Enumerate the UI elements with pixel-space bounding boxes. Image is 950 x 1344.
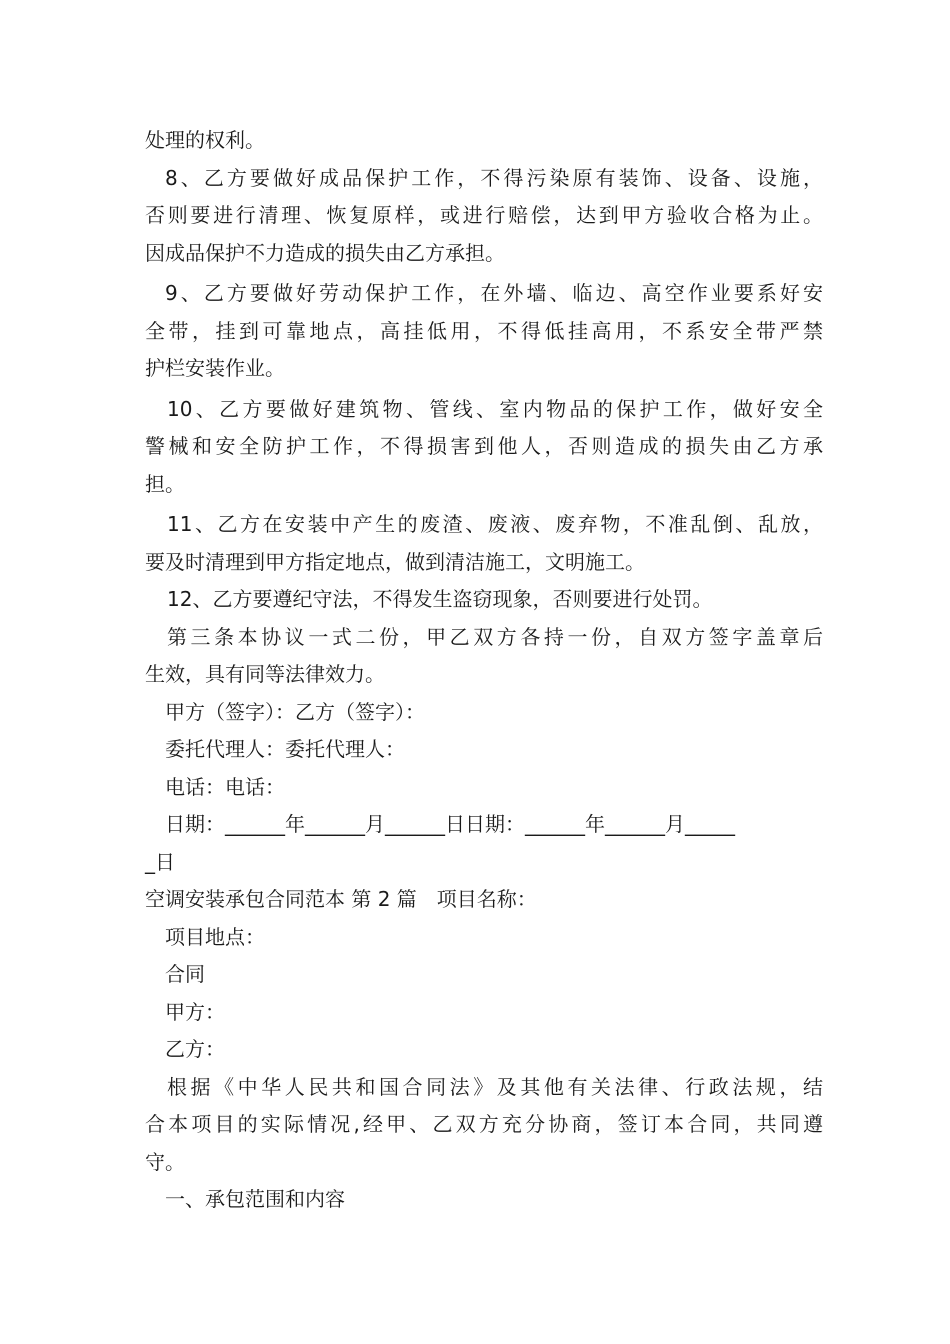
- clause-12-line: 12、乙方要遵纪守法，不得发生盗窃现象，否则要进行处罚。: [167, 587, 713, 611]
- date-line: 日期：______年______月______日日期：______年______月_____: [165, 812, 735, 836]
- clause-9-line-2: 全带，挂到可靠地点，高挂低用，不得低挂高用，不系安全带严禁: [145, 318, 823, 343]
- party-a-line: 甲方：: [165, 999, 225, 1024]
- clause-11-line-2: 要及时清理到甲方指定地点，做到清洁施工，文明施工。: [145, 549, 645, 574]
- clause-10-line-3: 担。: [145, 471, 185, 496]
- clause-9-line-3: 护栏安装作业。: [145, 356, 285, 380]
- phone-line: 电话：电话：: [165, 774, 285, 799]
- text-line: 处理的权利。: [145, 128, 265, 152]
- clause-11-line-1: 11、乙方在安装中产生的废渣、废液、废弃物，不准乱倒、乱放，: [167, 512, 823, 536]
- clause-10-line-2: 警械和安全防护工作，不得损害到他人，否则造成的损失由乙方承: [145, 434, 823, 458]
- agent-line: 委托代理人：委托代理人：: [165, 737, 405, 761]
- project-location-line: 项目地点：: [165, 924, 265, 949]
- clause-10-line-1: 10、乙方要做好建筑物、管线、室内物品的保护工作，做好安全: [167, 396, 823, 421]
- clause-8-line-3: 因成品保护不力造成的损失由乙方承担。: [145, 240, 505, 265]
- basis-line-1: 根据《中华人民共和国合同法》及其他有关法律、行政法规，结: [167, 1074, 823, 1099]
- date-line-continued: _日: [145, 849, 175, 874]
- scope-heading: 一、承包范围和内容: [165, 1187, 345, 1211]
- party-b-line: 乙方：: [165, 1037, 225, 1061]
- basis-line-3: 守。: [145, 1149, 185, 1174]
- document-page: [145, 122, 823, 1219]
- contract-line: 合同: [165, 962, 205, 986]
- signature-line: 甲方（签字）：乙方（签字）：: [165, 699, 425, 724]
- basis-line-2: 合本项目的实际情况,经甲、乙双方充分协商，签订本合同，共同遵: [145, 1112, 823, 1136]
- section-heading: 空调安装承包合同范本 第 2 篇 项目名称：: [145, 887, 537, 911]
- article-3-line-1: 第三条本协议一式二份，甲乙双方各持一份，自双方签字盖章后: [167, 624, 823, 649]
- clause-9-line-1: 9、乙方要做好劳动保护工作，在外墙、临边、高空作业要系好安: [165, 281, 823, 305]
- article-3-line-2: 生效，具有同等法律效力。: [145, 662, 385, 686]
- clause-8-line-1: 8、乙方要做好成品保护工作，不得污染原有装饰、设备、设施，: [165, 165, 823, 190]
- clause-8-line-2: 否则要进行清理、恢复原样，或进行赔偿，达到甲方验收合格为止。: [145, 203, 823, 227]
